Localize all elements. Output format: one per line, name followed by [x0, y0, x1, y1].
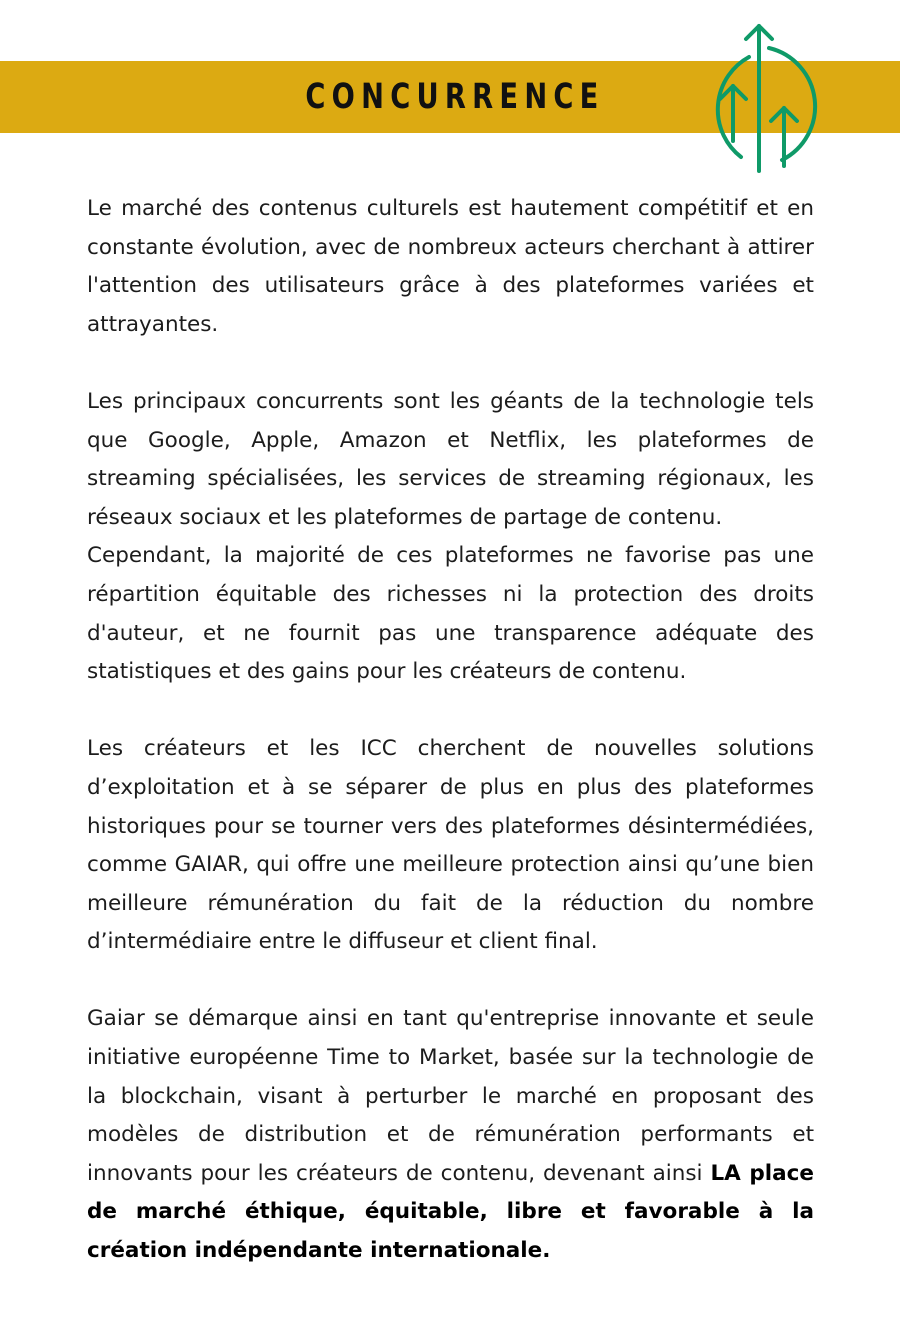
- paragraph-creators: Les créateurs et les ICC cherchent de nouvelles solutions d’exploitation et à se séparer de plus en plus des plateformes historiques pour se tourner vers des plateformes désintermédiées, comme GAIAR, qui offre une meilleure protection ainsi qu’une bien meilleure rémunération du fait de la réduction du nombre d’intermédiaire entre le diffuseur et client final.: [87, 736, 814, 955]
- paragraph-gaiar-highlight: LA place de marché éthique, équitable, libre et favorable à la création indépendante internationale.: [87, 1160, 815, 1264]
- paragraph-market: Le marché des contenus culturels est hautement compétitif et en constante évolution, avec de nombreux acteurs cherchant à attirer l'attention des utilisateurs grâce à des plateformes variées et attrayantes.: [87, 196, 814, 337]
- paragraph-however: Cependant, la majorité de ces plateformes ne favorise pas une répartition équitable des richesses ni la protection des droits d'auteur, et ne fournit pas une transparence adéquate des statistiques et des gains pour les créateurs de contenu.: [87, 543, 814, 685]
- main-text: [87, 190, 814, 1271]
- growth-arrows-icon: [690, 16, 830, 176]
- paragraph-competitors: Les principaux concurrents sont les géants de la technologie tels que Google, Apple, Amazon et Netflix, les plateformes de streaming spécialisées, les services de streaming régionaux, les réseaux sociaux et les plateformes de partage de contenu.: [87, 388, 814, 530]
- page-title: CONCURRENCE: [305, 77, 605, 117]
- paragraph-gaiar: [87, 1000, 814, 1270]
- paragraph-gaiar-text: Gaiar se démarque ainsi en tant qu'entreprise innovante et seule initiative européenne Time to Market, basée sur la technologie de la blockchain, visant à perturber le marché en proposant des modèles de distribution et de rémunération performants et innovants pour les créateurs de contenu, devenant ainsi: [87, 1006, 814, 1186]
